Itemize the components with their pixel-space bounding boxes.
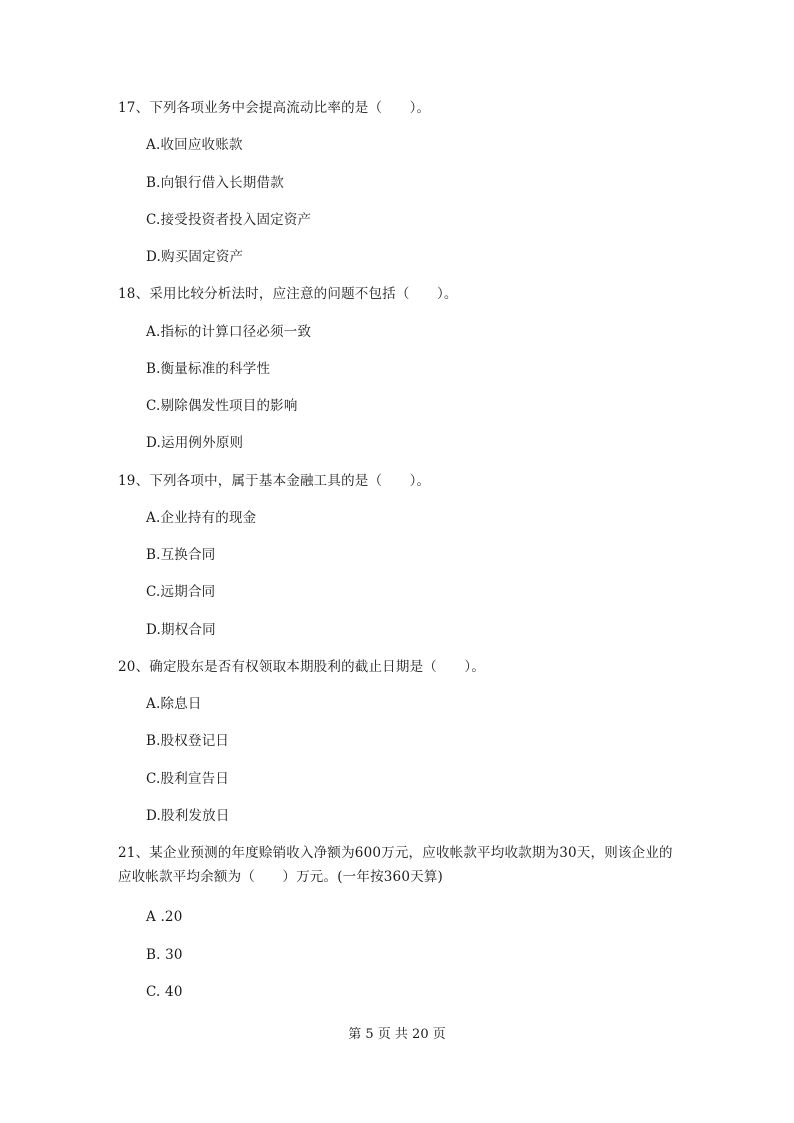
question-20-stem: 20、确定股东是否有权领取本期股利的截止日期是（ ）。 [118, 659, 486, 675]
question-21-option-c: C. 40 [146, 984, 183, 1000]
question-19-option-b: B.互换合同 [146, 547, 216, 563]
question-17-option-d: D.购买固定资产 [146, 249, 244, 265]
question-21-stem-line-2: 应收帐款平均余额为（ ）万元。(一年按360天算) [118, 869, 444, 885]
question-17-option-b: B.向银行借入长期借款 [146, 175, 284, 191]
question-17-option-c: C.接受投资者投入固定资产 [146, 212, 312, 228]
question-21-stem-line-1: 21、某企业预测的年度赊销收入净额为600万元，应收帐款平均收款期为30天，则该企业的 [118, 845, 673, 861]
question-20-option-c: C.股利宣告日 [146, 771, 230, 787]
question-18-option-c: C.剔除偶发性项目的影响 [146, 398, 298, 414]
question-17-stem: 17、下列各项业务中会提高流动比率的是（ ）。 [118, 100, 431, 116]
question-18-option-a: A.指标的计算口径必须一致 [146, 324, 312, 340]
question-18-option-d: D.运用例外原则 [146, 435, 244, 451]
question-21-option-b: B. 30 [146, 947, 183, 963]
question-17-option-a: A.收回应收账款 [146, 137, 243, 153]
question-19-option-a: A.企业持有的现金 [146, 510, 257, 526]
question-18-stem: 18、采用比较分析法时，应注意的问题不包括（ ）。 [118, 286, 458, 302]
question-19-option-c: C.远期合同 [146, 584, 216, 600]
question-21-option-a: A .20 [146, 909, 183, 925]
question-19-option-d: D.期权合同 [146, 622, 216, 638]
question-19-stem: 19、下列各项中，属于基本金融工具的是（ ）。 [118, 473, 431, 489]
page-number-footer: 第 5 页 共 20 页 [348, 1027, 446, 1042]
question-20-option-b: B.股权登记日 [146, 733, 230, 749]
question-18-option-b: B.衡量标准的科学性 [146, 361, 271, 377]
question-20-option-d: D.股利发放日 [146, 808, 230, 824]
question-20-option-a: A.除息日 [146, 696, 202, 712]
